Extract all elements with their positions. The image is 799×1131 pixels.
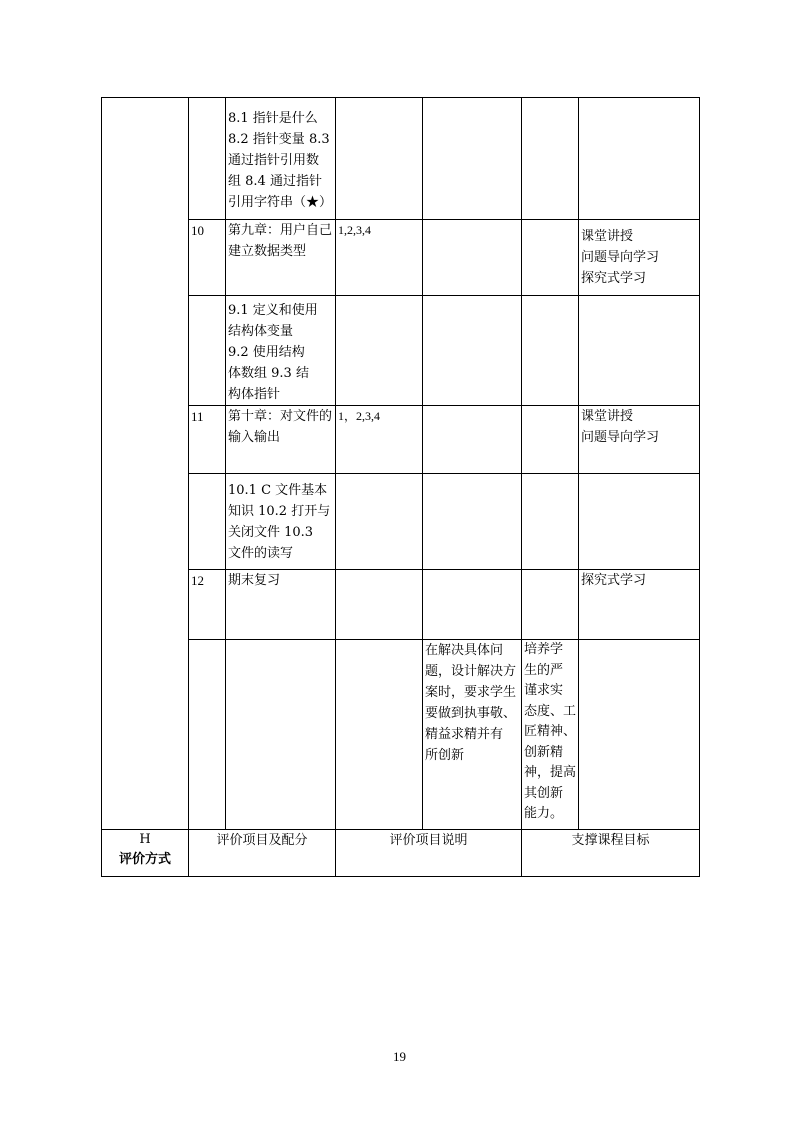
table-row <box>102 474 700 570</box>
method-cell: 探究式学习 <box>579 570 700 640</box>
chapter-number: 12 <box>189 570 226 640</box>
empty-cell <box>423 406 522 474</box>
table-row <box>102 640 700 830</box>
empty-cell <box>522 406 579 474</box>
target-cell <box>336 296 423 406</box>
target-cell <box>336 474 423 570</box>
section-label-cell <box>102 830 189 877</box>
empty-cell <box>522 570 579 640</box>
chapter-number: 10 <box>189 220 226 296</box>
empty-cell <box>522 474 579 570</box>
chapter-number: 11 <box>189 406 226 474</box>
table-row <box>102 570 700 640</box>
table-row <box>102 296 700 406</box>
target-cell: 1,2,3,4 <box>336 220 423 296</box>
chapter-content: 8.1 指针是什么 8.2 指针变量 8.3 通过指针引用数 组 8.4 通过指针 引用字符串（★） <box>226 98 336 220</box>
section-letter: H <box>139 832 151 847</box>
ideology-description: 在解决具体问 题，设计解决方 案时，要求学生 要做到执事敬、 精益求精并有 所创新 <box>423 640 522 830</box>
method-cell <box>579 296 700 406</box>
method-cell: 课堂讲授 问题导向学习 探究式学习 <box>579 220 700 296</box>
table-row <box>102 220 700 296</box>
chapter-content: 第十章：对文件的 输入输出 <box>226 406 336 474</box>
table-row <box>102 98 700 220</box>
section-label: 评价方式 <box>118 852 171 867</box>
section-cell-empty <box>102 98 189 830</box>
method-cell <box>579 474 700 570</box>
target-cell: 1，2,3,4 <box>336 406 423 474</box>
chapter-number <box>189 296 226 406</box>
empty-cell <box>423 296 522 406</box>
target-cell <box>336 570 423 640</box>
chapter-number <box>189 474 226 570</box>
target-cell <box>336 98 423 220</box>
chapter-content: 9.1 定义和使用 结构体变量 9.2 使用结构 体数组 9.3 结 构体指针 <box>226 296 336 406</box>
method-cell: 课堂讲授 问题导向学习 <box>579 406 700 474</box>
page-number: 19 <box>393 1049 406 1064</box>
method-cell <box>579 640 700 830</box>
chapter-number <box>189 98 226 220</box>
empty-cell <box>522 98 579 220</box>
empty-cell <box>423 570 522 640</box>
chapter-number <box>189 640 226 830</box>
table-row <box>102 406 700 474</box>
chapter-content <box>226 640 336 830</box>
empty-cell <box>423 98 522 220</box>
eval-header-col1: 评价项目及配分 <box>189 830 336 877</box>
chapter-content: 期末复习 <box>226 570 336 640</box>
method-cell <box>579 98 700 220</box>
eval-header-col2: 评价项目说明 <box>336 830 522 877</box>
chapter-content: 第九章：用户自己 建立数据类型 <box>226 220 336 296</box>
eval-header-col3: 支撑课程目标 <box>522 830 700 877</box>
ideology-goal: 培养学 生的严 谨求实 态度、工 匠精神、 创新精 神，提高 其创新 能力。 <box>522 640 579 830</box>
chapter-content: 10.1 C 文件基本 知识 10.2 打开与 关闭文件 10.3 文件的读写 <box>226 474 336 570</box>
empty-cell <box>522 220 579 296</box>
course-table <box>101 97 700 877</box>
target-cell <box>336 640 423 830</box>
empty-cell <box>423 220 522 296</box>
empty-cell <box>423 474 522 570</box>
empty-cell <box>522 296 579 406</box>
evaluation-header-row <box>102 830 700 877</box>
